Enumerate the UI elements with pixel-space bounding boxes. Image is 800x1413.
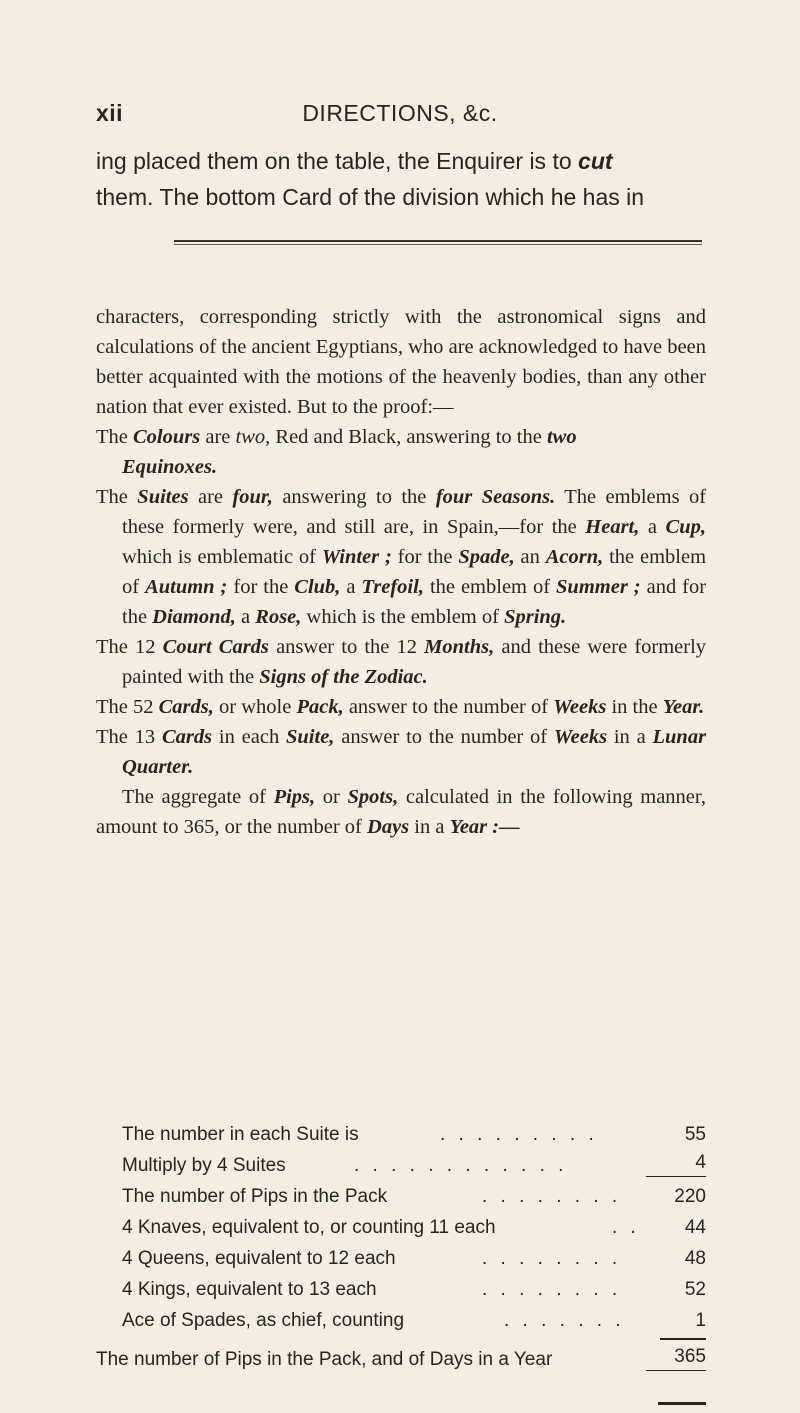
footnote-paragraph-pack: The 52 Cards, or whole Pack, answer to the number of Weeks in the Year. [96, 696, 705, 718]
table-total-row: The number of Pips in the Pack, and of Days in a Year 365 [96, 1346, 706, 1370]
table-row: Ace of Spades, as chief, counting . . . . . . . 1 [122, 1310, 706, 1331]
pip-tally-table [96, 1119, 706, 1375]
footnote-paragraph-intro: characters, corresponding strictly with the astronomical signs and calculations of the ancient Egyptians, who are acknowledged to have been better acquainted with the motions of the heavenly bodies, than any other nation that ever existed. But to the proof:— [96, 306, 706, 418]
table-row: 4 Queens, equivalent to 12 each . . . . . . . . 48 [122, 1248, 706, 1269]
page-number: xii [96, 100, 124, 126]
main-text [96, 143, 700, 215]
emphasis-cut: cut [578, 148, 613, 174]
footnote-paragraph-court-cards: The 12 Court Cards answer to the 12 Months, and these were formerly painted with the Signs of the Zodiac. [96, 636, 707, 688]
footnote-paragraph-colours: The Colours are two, Red and Black, answering to the two Equinoxes. [96, 426, 577, 478]
table-row: The number in each Suite is . . . . . . . . . 55 [122, 1124, 706, 1145]
table-row: Multiply by 4 Suites . . . . . . . . . . . . 4 [122, 1152, 706, 1176]
table-sum-rule [122, 1336, 706, 1344]
footnote-paragraph-lunar: The 13 Cards in each Suite, answer to the number of Weeks in a Lunar Quarter. [96, 726, 707, 778]
running-title: DIRECTIONS, &c. [302, 100, 498, 126]
total-double-rule [658, 1402, 706, 1405]
footnote [96, 302, 706, 842]
footnote-paragraph-suites: The Suites are four, answering to the four Seasons. The emblems of these formerly were, and still are, in Spain,—for the Heart, a Cup, which is emblematic of Winter ; for the Spade, an Acorn, the emblem of Autumn ; for the Club, a Trefoil, the emblem of Summer ; and for the Diamond, a Rose, which is the emblem of Spring. [96, 486, 707, 628]
footnote-divider [174, 240, 702, 245]
table-row: The number of Pips in the Pack . . . . . . . . 220 [122, 1186, 706, 1207]
sum-rule [660, 1338, 706, 1340]
main-text-line: them. The bottom Card of the division which he has in [96, 184, 645, 210]
main-text-line: ing placed them on the table, the Enquirer is to cut [96, 148, 613, 174]
footnote-paragraph-aggregate: The aggregate of Pips, or Spots, calculated in the following manner, amount to 365, or the number of Days in a Year :— [96, 786, 707, 838]
page-header [96, 100, 704, 140]
table-row: 4 Kings, equivalent to 13 each . . . . . . . . 52 [122, 1279, 706, 1300]
table-row: 4 Knaves, equivalent to, or counting 11 each . . 44 [122, 1217, 706, 1238]
